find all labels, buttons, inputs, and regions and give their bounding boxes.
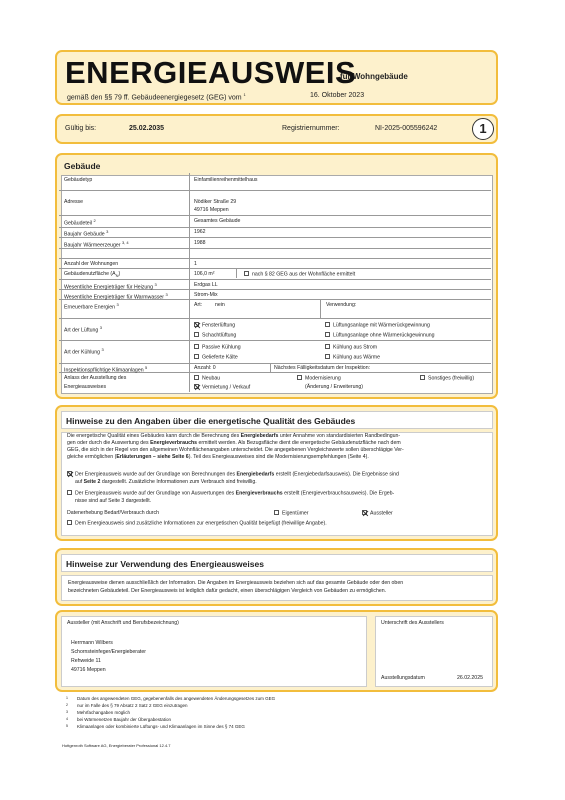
verbrauch-option xyxy=(67,490,394,505)
gebaeudeteil-text: Gebäudeteil xyxy=(64,220,92,227)
hinweise-verwendung-body xyxy=(61,575,493,601)
footnote-5-text: Klimaanlagen oder kombinierte Lüftungs- und Klimaanlagen im Sinne des § 74 GEG xyxy=(77,724,245,729)
fensterlueftung-checkbox[interactable] xyxy=(194,322,199,327)
klima-next: Nächstes Fälligkeitsdatum der Inspektion: xyxy=(274,365,371,371)
heizung-value: Erdgas LL xyxy=(194,282,218,288)
footnote-2-num: 2 xyxy=(66,703,68,707)
kuehlung-opt3 xyxy=(325,344,377,351)
kuehlung-waerme-checkbox[interactable] xyxy=(325,354,330,359)
bedarfsausweis-checkbox[interactable] xyxy=(67,471,72,476)
bedarf-option xyxy=(67,471,399,486)
lueftung-opt2 xyxy=(194,332,236,339)
warmwasser-label xyxy=(64,292,168,301)
gelieferte-kaelte-checkbox[interactable] xyxy=(194,354,199,359)
kuehlung-strom-checkbox[interactable] xyxy=(325,344,330,349)
verwendung-line-1: Energieausweise dienen ausschließlich der Information. Die Angaben im Energieausweis beziehen sich auf das gesamte Gebäude oder den oben xyxy=(68,580,404,586)
erneuerbar-label xyxy=(64,302,119,311)
footnote-4-num: 4 xyxy=(66,717,68,721)
document-title: ENERGIEAUSWEIS xyxy=(65,55,357,90)
vermietung-checkbox[interactable] xyxy=(194,384,199,389)
p1b: Energiebedarfs xyxy=(240,433,279,439)
zusatz-checkbox[interactable] xyxy=(67,520,72,525)
opt1da: auf xyxy=(75,478,84,485)
warmwasser-value: Strom-Mix xyxy=(194,292,218,298)
vermietung-label: Vermietung / Verkauf xyxy=(202,384,251,391)
bedarf-line-2 xyxy=(67,479,399,486)
nutzflaeche-close: ) xyxy=(118,271,121,277)
kuehlung-waerme-label: Kühlung aus Wärme xyxy=(333,354,380,361)
verbrauch-line-2: nisse sind auf Seite 3 dargestellt. xyxy=(75,497,152,504)
lueftungsanlage-ohne-label: Lüftungsanlage ohne Wärmerückgewinnung xyxy=(333,332,435,339)
validity-box xyxy=(55,114,498,144)
nutzflaeche-sub: N xyxy=(115,273,119,279)
page-number: 1 xyxy=(479,121,487,136)
passive-kuehlung-label: Passive Kühlung xyxy=(202,344,241,351)
schachtlueftung-checkbox[interactable] xyxy=(194,332,199,337)
aussteller-option-label: Aussteller xyxy=(370,510,393,517)
p2c: ermittelt werden. Als Bezugsfläche dient die energetische Gebäudenutzfläche nach dem xyxy=(197,440,401,446)
klima-text: Inspektionspflichtige Klimaanlagen xyxy=(64,367,144,374)
footnote-5-num: 5 xyxy=(66,724,68,728)
registration-label: Registriernummer: xyxy=(282,125,340,132)
hinweise-line-4 xyxy=(67,454,492,461)
p4c: ). Teil des Energieausweises sind die Modernisierungsempfehlungen (Seite 4). xyxy=(188,454,369,460)
opt2a: Der Energieausweis wurde auf der Grundlage von Auswertungen des xyxy=(75,490,236,497)
waermeerzeuger-value: 1988 xyxy=(194,240,206,246)
software-credit: Hottgenroth Software AG, Energieberater Professional 12.4.7 xyxy=(62,743,171,748)
baujahr-label xyxy=(64,229,108,238)
heizung-label xyxy=(64,282,157,291)
footnote-3 xyxy=(66,709,275,716)
wohnungen-label: Anzahl der Wohnungen xyxy=(64,261,119,267)
anlass-label-2: Energieausweises xyxy=(64,384,107,390)
schachtlueftung-label: Schachtlüftung xyxy=(202,332,237,339)
adresse-line2: 49716 Meppen xyxy=(194,207,229,213)
heizung-sup: 3 xyxy=(154,282,157,287)
aussteller-name: Herrmann Wilbers xyxy=(71,640,113,646)
warmwasser-sup: 3 xyxy=(165,292,168,297)
adresse-label: Adresse xyxy=(64,199,84,205)
aussteller-street: Rehweide 11 xyxy=(71,658,101,664)
lueftung-sup: 3 xyxy=(99,325,103,330)
erneuerbar-sup: 3 xyxy=(116,302,119,307)
zusatz-label: Dem Energieausweis sind zusätzliche Informationen zur energetischen Qualität beigefügt (freiwillige Angabe). xyxy=(75,520,327,527)
footnote-3-text: Mehrfachangaben möglich xyxy=(77,710,131,715)
erneuerbar-text: Erneuerbare Energien xyxy=(64,304,116,311)
footnotes xyxy=(66,695,275,730)
passive-kuehlung-checkbox[interactable] xyxy=(194,344,199,349)
lueftung-opt1 xyxy=(194,322,235,329)
kuehlung-label xyxy=(64,347,104,356)
kuehlung-opt1 xyxy=(194,344,241,351)
nutzflaeche-value: 106,0 m² xyxy=(194,271,215,277)
nutzflaeche-option xyxy=(244,271,355,278)
law-footnote-ref: 1 xyxy=(243,92,246,97)
law-text: gemäß den §§ 79 ff. Gebäudeenergiegesetz (GEG) vom xyxy=(67,94,242,102)
document-subtitle: für Wohngebäude xyxy=(340,72,408,81)
baujahr-value: 1962 xyxy=(194,229,206,235)
aussteller-box xyxy=(61,616,367,687)
gebaeudetyp-value: Einfamilienreihenmittelhaus xyxy=(194,177,258,183)
hinweise-verwendung-title: Hinweise zur Verwendung des Energieausweises xyxy=(66,559,264,569)
gebaeudeteil-label xyxy=(64,218,96,227)
baujahr-sup: 3 xyxy=(106,229,109,234)
eigentuemer-checkbox[interactable] xyxy=(274,510,279,515)
p2a: gen oder durch die Auswertung des xyxy=(67,440,151,446)
neubau-label: Neubau xyxy=(202,375,221,382)
heizung-text: Wesentliche Energieträger für Heizung xyxy=(64,284,154,291)
sonstiges-label: Sonstiges (freiwillig) xyxy=(428,375,475,382)
nutzflaeche-checkbox[interactable] xyxy=(244,271,249,276)
hinweise-qualitaet-title: Hinweise zu den Angaben über die energetische Qualität des Gebäudes xyxy=(66,416,356,426)
footnote-4 xyxy=(66,716,275,723)
footnote-2 xyxy=(66,702,275,709)
hinweise-line-1 xyxy=(67,433,492,440)
lueftungsanlage-mit-label: Lüftungsanlage mit Wärmerückgewinnung xyxy=(333,322,430,329)
waermeerzeuger-label xyxy=(64,240,129,249)
law-line xyxy=(67,92,246,101)
anlass-opt4 xyxy=(420,375,474,382)
page-number-badge xyxy=(472,118,494,140)
baujahr-text: Baujahr Gebäude xyxy=(64,231,105,238)
lueftung-text: Art der Lüftung xyxy=(64,327,99,334)
gelieferte-kaelte-label: Gelieferte Kälte xyxy=(202,354,238,361)
opt1b: Energiebedarfs xyxy=(236,471,275,478)
kuehlung-strom-label: Kühlung aus Strom xyxy=(333,344,378,351)
datenerhebung-label: Datenerhebung Bedarf/Verbrauch durch xyxy=(67,510,159,516)
adresse-line1: Nödiker Straße 29 xyxy=(194,199,237,205)
aussteller-section xyxy=(55,610,498,692)
waermeerzeuger-sup: 3, 4 xyxy=(121,240,129,245)
p2b: Energieverbrauchs xyxy=(150,440,198,446)
aussteller-city: 49716 Meppen xyxy=(71,667,106,673)
fensterlueftung-label: Fensterlüftung xyxy=(202,322,236,329)
signature-box xyxy=(375,616,493,687)
p1a: Die energetische Qualität eines Gebäudes kann durch die Berechnung des xyxy=(67,433,241,439)
erneuerbar-verwendung-label: Verwendung: xyxy=(326,302,357,308)
klima-label xyxy=(64,365,147,374)
kuehlung-sup: 3 xyxy=(101,347,104,352)
lueftung-opt4 xyxy=(325,332,435,339)
nutzflaeche-option-text: nach § 82 GEG aus der Wohnfläche ermittelt xyxy=(252,271,356,278)
waermeerzeuger-text: Baujahr Wärmeerzeuger xyxy=(64,242,121,249)
lueftung-label xyxy=(64,325,102,334)
header-box xyxy=(55,50,498,105)
aussteller-profession: Schornsteinfeger/Energieberater xyxy=(71,649,146,655)
footnote-2-text: nur im Falle des § 79 Absatz 2 Satz 2 GEG einzutragen xyxy=(77,703,188,708)
modernisierung-checkbox[interactable] xyxy=(297,375,302,380)
footnote-4-text: bei Wärmenetzen Baujahr der Übergabestation xyxy=(77,717,172,722)
kuehlung-opt2 xyxy=(194,354,238,361)
neubau-checkbox[interactable] xyxy=(194,375,199,380)
valid-label: Gültig bis: xyxy=(65,125,97,132)
erneuerbar-art-value: nein xyxy=(215,302,225,308)
opt1a: Der Energieausweis wurde auf der Grundlage von Berechnungen des xyxy=(75,471,237,478)
verbrauchsausweis-checkbox[interactable] xyxy=(67,490,72,495)
p4b: Erläuterungen – siehe Seite 6 xyxy=(116,454,189,460)
nutzflaeche-text: Gebäudenutzfläche (A xyxy=(64,271,116,277)
hinweise-verwendung-section xyxy=(55,548,498,606)
p1c: unter Annahme von standardisierten Randbedingun- xyxy=(278,433,401,439)
hinweise-qualitaet-title-box xyxy=(61,411,493,429)
opt1db: Seite 2 xyxy=(83,478,101,485)
law-date: 16. Oktober 2023 xyxy=(310,92,365,99)
verbrauch-line-1 xyxy=(67,490,394,498)
signature-label: Unterschrift des Ausstellers xyxy=(381,620,444,626)
anlass-opt3 xyxy=(297,375,341,382)
gebaeudetyp-label: Gebäudetyp xyxy=(64,177,93,183)
hinweise-verwendung-title-box xyxy=(61,554,493,572)
anlass-opt3b: (Änderung / Erweiterung) xyxy=(305,384,363,390)
anlass-label-1: Anlass der Ausstellung des xyxy=(64,375,127,381)
issue-date-value: 26.02.2025 xyxy=(457,675,483,681)
sonstiges-checkbox[interactable] xyxy=(420,375,425,380)
footnote-1-text: Datum des angewendeten GEG, gegebenenfalls des angewendeten Änderungsgesetzes zum GEG xyxy=(77,696,276,701)
opt2b: Energieverbrauchs xyxy=(235,490,283,497)
warmwasser-text: Wesentliche Energieträger für Warmwasser xyxy=(64,294,165,301)
eigentuemer-label: Eigentümer xyxy=(282,510,309,517)
aussteller-option xyxy=(362,510,393,518)
lueftung-opt3 xyxy=(325,322,430,329)
hinweise-line-2 xyxy=(67,440,492,447)
lueftungsanlage-mit-checkbox[interactable] xyxy=(325,322,330,327)
issue-date-label: Ausstellungsdatum xyxy=(381,675,425,681)
anlass-opt2 xyxy=(194,384,250,391)
gebaeude-title: Gebäude xyxy=(64,161,101,171)
nutzflaeche-label xyxy=(64,271,120,279)
registration-number: NI-2025-005596242 xyxy=(375,125,438,132)
gebaeudeteil-sup: 2 xyxy=(93,218,96,223)
p4a: gleiche ermöglichen ( xyxy=(67,454,117,460)
zusatz-option xyxy=(67,520,327,528)
opt1c: erstellt (Energiebedarfsausweis). Die Ergebnisse sind xyxy=(274,471,399,478)
footnote-1 xyxy=(66,695,275,702)
erneuerbar-art-label: Art: xyxy=(194,302,203,308)
footnote-3-num: 3 xyxy=(66,710,68,714)
eigentuemer-option xyxy=(274,510,309,518)
footnote-5 xyxy=(66,723,275,730)
klima-anzahl: Anzahl: 0 xyxy=(194,365,216,371)
bedarf-line-1 xyxy=(67,471,399,479)
lueftungsanlage-ohne-checkbox[interactable] xyxy=(325,332,330,337)
gebaeudeteil-value: Gesamtes Gebäude xyxy=(194,218,241,224)
anlass-opt1 xyxy=(194,375,220,382)
aussteller-label: Aussteller (mit Anschrift und Berufsbezeichnung) xyxy=(67,620,179,626)
opt2c: erstellt (Energieverbrauchsausweis). Die Ergeb- xyxy=(282,490,395,497)
wohnungen-value: 1 xyxy=(194,261,197,267)
opt1dc: dargestellt. Zusätzliche Informationen zum Verbrauch sind freiwillig. xyxy=(100,478,257,485)
klima-sup: 5 xyxy=(145,365,148,370)
kuehlung-text: Art der Kühlung xyxy=(64,349,101,356)
aussteller-checkbox[interactable] xyxy=(362,510,367,515)
valid-date: 25.02.2035 xyxy=(129,125,165,132)
modernisierung-label: Modernisierung xyxy=(305,375,341,382)
kuehlung-opt4 xyxy=(325,354,380,361)
hinweise-paragraph xyxy=(67,433,492,461)
hinweise-line-3: GEG, die sich in der Regel von den allgemeinen Wohnflächenangaben unterscheidet. Die angegebenen Vergleichswerte sollen überschlägige Ver- xyxy=(67,447,404,453)
footnote-1-num: 1 xyxy=(66,696,68,700)
verwendung-line-2: bezeichneten Gebäudeteil. Der Energieausweis ist lediglich dafür gedacht, einen überschlägigen Vergleich von Gebäuden zu ermöglichen. xyxy=(68,588,387,594)
